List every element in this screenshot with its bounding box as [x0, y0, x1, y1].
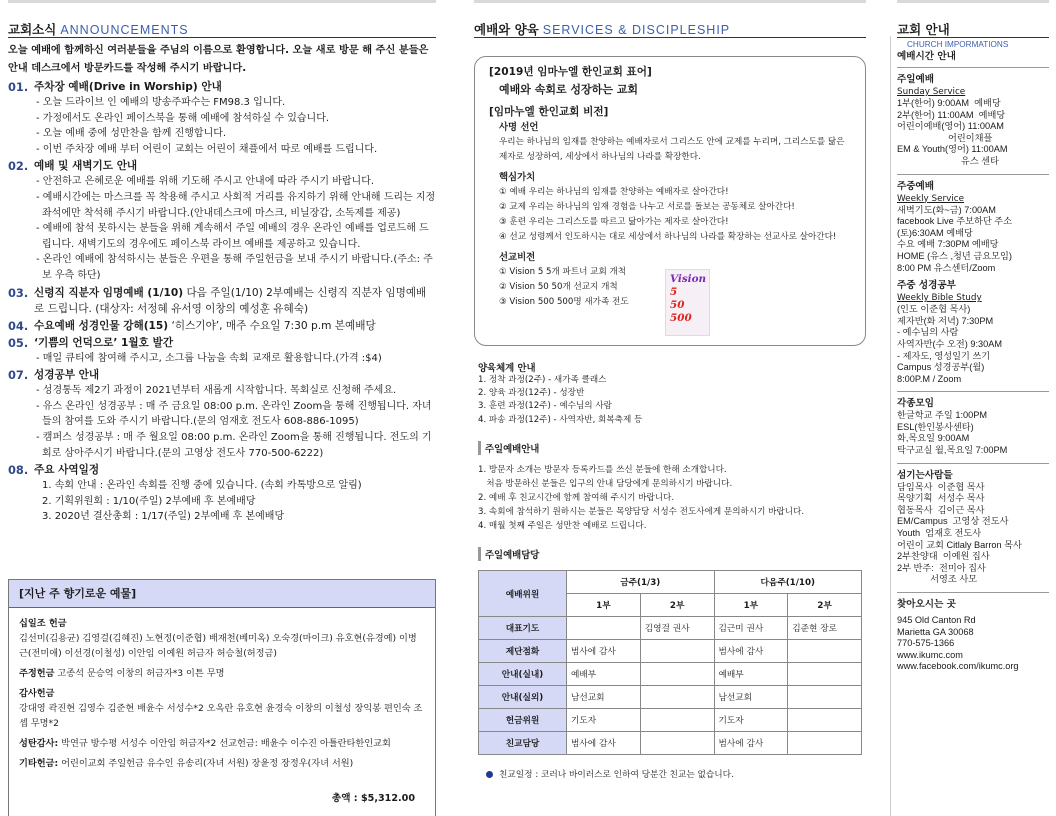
sunday-line: EM & Youth(영어) 11:00AM: [897, 144, 1008, 155]
vision-logo-word: Vision: [670, 273, 707, 285]
top-rule: [897, 0, 1049, 6]
this-week-p2: 2부: [640, 594, 714, 617]
study-line: - 예수님의 사람: [897, 327, 959, 338]
church-info-title: 교회 안내: [897, 20, 1049, 38]
item-title: 성경공부 안내: [34, 369, 100, 382]
item-text: ‘히스기야’, 매주 수요일 7:30 p.m 본예배당: [168, 319, 376, 332]
sunday-line: 어린이채플: [897, 132, 993, 143]
church-info-column: [897, 0, 1049, 816]
motto-text: 예배와 속회로 성장하는 교회: [499, 83, 638, 96]
groups-line: ESL(한인봉사센타): [897, 421, 974, 432]
address-list: [897, 615, 1049, 673]
duty-role: 대표기도: [479, 617, 567, 640]
top-rule: [8, 0, 436, 6]
staff-line: 어린이 교회 Citlaly Barron 목사: [897, 539, 1022, 550]
study-line: - 제자도, 영성일기 쓰기: [897, 350, 991, 361]
column-divider: [890, 36, 891, 816]
item-line: 3. 2020년 결산총회 : 1/17(주일) 2부예배 후 본예배당: [42, 511, 285, 523]
guide-line: 4. 매월 첫째 주일은 성만찬 예배로 드립니다.: [478, 520, 647, 531]
staff-list: [897, 482, 1049, 586]
worship-guide-title: 주일예배안내: [478, 441, 866, 455]
offering-group: [19, 756, 425, 771]
address-title: 찾아오시는 곳: [897, 599, 956, 610]
vision-logo-50: 50: [670, 299, 685, 311]
item-title: 예배 및 새벽기도 안내: [34, 160, 138, 173]
offering-names: 강대영 곽진현 김영수 김준현 배윤수 서성수*2 오옥란 유호현 윤경숙 이창의 이철성 장익봉 편인숙 조셉 무명*2: [19, 703, 423, 729]
nurture-line: 2. 양육 과정(12주) - 성장반: [478, 388, 585, 399]
duty-row: [479, 732, 862, 755]
address-line: 770-575-1366: [897, 638, 955, 649]
offering-body: [9, 608, 435, 784]
duty-role: 헌금위원: [479, 709, 567, 732]
sunday-title: 주일예배: [897, 74, 935, 85]
item-heading: [34, 335, 173, 351]
core-value-line: ② 교제 우리는 하나님의 임재 경험을 나누고 서로를 돌보는 공동체로 살아간다!: [499, 202, 795, 212]
duty-cell: [567, 617, 641, 640]
mission-text: 우리는 하나님의 임재를 찬양하는 예배자로서 그리스도 안에 교제를 누리며, 그리스도를 닮은 제자로 성장하여, 세상에서 하나님의 나라를 확장한다.: [499, 137, 845, 162]
weekly-line: (토)6:30AM 예배당: [897, 227, 973, 238]
study-line: 8:00P.M / Zoom: [897, 373, 962, 384]
nurture-line: 4. 파송 과정(12주) - 사역자반, 회복축제 등: [478, 414, 643, 425]
duty-cell: 김영걸 권사: [640, 617, 714, 640]
study-list: [897, 304, 1049, 385]
item-number: 05.: [8, 335, 29, 350]
staff-line: 협동목사 김이근 목사: [897, 504, 985, 515]
duty-cell: [788, 640, 862, 663]
address-line: www.facebook.com/ikumc.org: [897, 661, 1019, 672]
next-week-head: 다음주(1/10): [714, 571, 862, 594]
announcement-item: [8, 462, 436, 478]
worship-guide-list: [478, 463, 866, 533]
next-week-p2: 2부: [788, 594, 862, 617]
duty-cell: 예배부: [567, 663, 641, 686]
groups-line: 한글학교 주일 1:00PM: [897, 410, 988, 421]
vision-line: ③ Vision 500 500명 새가족 전도: [499, 297, 629, 307]
services-header: [474, 20, 866, 38]
vision-logo: [665, 269, 710, 336]
duty-table: [478, 570, 862, 755]
duty-role: 제단점화: [479, 640, 567, 663]
groups-list: [897, 410, 1049, 456]
duty-role: 안내(실내): [479, 663, 567, 686]
offering-group: [19, 736, 425, 751]
study-title: 주중 성경공부: [897, 280, 956, 292]
announcement-item: [8, 318, 436, 334]
item-title: ‘기쁨의 언덕으로’ 1월호 발간: [34, 336, 174, 349]
fellowship-note-text: 친교일정 : 코러나 바이러스로 인하여 당분간 친교는 없습니다.: [499, 770, 734, 780]
offering-group: [19, 686, 425, 731]
staff-line: 서영조 사모: [897, 574, 978, 585]
item-text: 다음 주일(1/10) 2부예배는 신령직 직분자 임명예배로 드립니다. (대상자: 서정혜 유서영 이창의 예성훈 유혜숙): [34, 286, 427, 315]
duty-cell: 남선교회: [567, 686, 641, 709]
divider: [897, 67, 1049, 68]
staff-line: 담임목사 이준협 목사: [897, 481, 985, 492]
item-heading: [34, 367, 99, 383]
motto-label: [2019년 임마누엘 한인교회 표어]: [489, 66, 652, 78]
study-line: 제자반(화 저녁) 7:30PM: [897, 315, 994, 326]
bullet-icon: [486, 771, 493, 778]
weekly-line: facebook Live 주보하단 주소: [897, 216, 1013, 227]
core-value-line: ① 예배 우리는 하나님의 임재를 찬양하는 예배자로 살아간다!: [499, 187, 729, 197]
sunday-line: 2부(한어) 11:00AM 예배당: [897, 109, 1006, 120]
weekly-list: [897, 205, 1049, 275]
announcements-title: 교회소식: [8, 22, 57, 37]
item-line: 1. 속회 안내 : 온라인 속회를 진행 중에 있습니다. (속회 카톡방으로 알림): [42, 480, 362, 492]
duty-cell: [788, 686, 862, 709]
item-line: - 안전하고 은혜로운 예배를 위해 기도해 주시고 안내에 따라 주시기 바랍니다.: [36, 176, 375, 188]
offering-label: 기타헌금:: [19, 758, 59, 769]
address-line: 945 Old Canton Rd: [897, 615, 976, 625]
nurture-title: 양육체계 안내: [478, 363, 536, 374]
service-times-title: 예배시간 안내: [897, 51, 956, 62]
this-week-p1: 1부: [567, 594, 641, 617]
nurture-line: 1. 정착 과정(2주) - 새가족 클래스: [478, 375, 607, 385]
announcements-title-en: ANNOUNCEMENTS: [60, 23, 189, 37]
duty-role: 친교담당: [479, 732, 567, 755]
duty-row: [479, 617, 862, 640]
vision-line: ① Vision 5 5개 파트너 교회 개척: [499, 267, 627, 277]
study-line: 사역자반(수 오전) 9:30AM: [897, 338, 1003, 349]
sunday-line: 1부(한어) 9:00AM 예배당: [897, 98, 1001, 108]
duty-role: 안내(실외): [479, 686, 567, 709]
core-value-line: ④ 선교 성령께서 인도하시는 대로 세상에서 하나님의 나라를 확장하는 선교사로 살아간다!: [499, 232, 837, 242]
offering-names: 김선미(김용균) 김영걸(김혜진) 노현정(이준협) 배재천(베미옥) 오숙경(마이크) 유호현(유경예) 이병근(전미애) 이선경(이철성) 이안임 이예원 허금자 허승철(허정금): [19, 633, 417, 659]
groups-title: 각종모임: [897, 398, 935, 410]
duty-cell: [640, 686, 714, 709]
guide-line: 2. 예배 후 친교시간에 함께 참여해 주시기 바랍니다.: [478, 492, 675, 503]
staff-title: 섬기는사람들: [897, 469, 953, 481]
vision-logo-500: 500: [670, 312, 692, 324]
item-title: 주요 사역일정: [34, 464, 100, 477]
announcements-column: [8, 0, 436, 816]
announcements-header: [8, 20, 436, 38]
duty-cell: [640, 663, 714, 686]
duty-cell: [640, 640, 714, 663]
weekly-line: HOME (유스 ,청년 금요모임): [897, 250, 1012, 261]
weekly-line: 새벽기도(화~금) 7:00AM: [897, 204, 996, 215]
item-line: 2. 기획위원회 : 1/10(주일) 2부예배 후 본예배당: [42, 495, 256, 507]
divider: [897, 592, 1049, 593]
groups-line: 탁구교실 월,목요일 7:00PM: [897, 445, 1008, 456]
offering-title: [지난 주 향기로운 예물]: [9, 580, 435, 608]
offering-total: 총액 : $5,312.00: [331, 793, 415, 804]
info-blocks: [478, 350, 866, 561]
welcome-text: 오늘 예배에 함께하신 여러분들을 주님의 이름으로 환영합니다. 오늘 새로 방문 해 주신 분들은 안내 데스크에서 방문카드를 작성해 주시기 바랍니다.: [8, 45, 429, 74]
item-heading: [34, 79, 222, 95]
duty-cell: 김준현 장로: [788, 617, 862, 640]
divider: [897, 174, 1049, 175]
duty-cell: 범사에 감사: [714, 732, 788, 755]
item-heading: [34, 462, 99, 478]
nurture-line: 3. 훈련 과정(12주) - 예수님의 사람: [478, 401, 612, 412]
divider: [897, 463, 1049, 464]
offering-group: [19, 616, 425, 661]
address-line: Marietta GA 30068: [897, 626, 974, 637]
item-line: - 이번 주차장 예배 부터 어린이 교회는 어린이 채플에서 따로 예배를 드립니다.: [36, 143, 378, 155]
offering-label: 십일조 헌금: [19, 618, 67, 629]
weekly-subtitle: Weekly Service: [897, 193, 965, 204]
item-number: 07.: [8, 368, 29, 383]
item-heading: [34, 318, 376, 334]
duty-cell: [640, 732, 714, 755]
item-line: - 온라인 예배에 참석하시는 분들은 우편을 통해 주일헌금을 보내 주시기 바랍니다.(주소: 주보 우측 하단): [36, 254, 433, 281]
item-title: 신령직 직분자 임명예배 (1/10): [34, 286, 184, 299]
announcement-item: [8, 158, 436, 174]
sunday-subtitle: Sunday Service: [897, 87, 966, 97]
guide-line: 1. 방문자 소개는 방문자 등록카드를 쓰신 분들에 한해 소개합니다.: [478, 464, 727, 475]
offering-group: [19, 666, 425, 681]
groups-line: 화,목요일 9:00AM: [897, 433, 970, 444]
duty-cell: [640, 709, 714, 732]
item-number: 04.: [8, 318, 29, 333]
item-number: 02.: [8, 159, 29, 174]
duty-row: [479, 663, 862, 686]
sunday-line: 어린이예배(영어) 11:00AM: [897, 121, 1004, 132]
core-values-list: [489, 185, 851, 245]
duty-row: [479, 640, 862, 663]
fellowship-note: [486, 768, 734, 780]
item-number: 03.: [8, 285, 29, 300]
duty-cell: 예배부: [714, 663, 788, 686]
duty-cell: 범사에 감사: [567, 640, 641, 663]
vision-line: ② Vision 50 50개 선교지 개척: [499, 282, 618, 292]
guide-line: 처음 방문하신 분들은 입구의 안내 담당에게 문의하시기 바랍니다.: [478, 478, 733, 489]
top-rule: [474, 0, 866, 6]
staff-line: 2부 반주: 전미아 집사: [897, 562, 986, 573]
duty-row: [479, 709, 862, 732]
item-line: - 오늘 드라이브 인 예배의 방송주파수는 FM98.3 입니다.: [36, 97, 286, 108]
staff-line: EM/Campus 고영상 전도사: [897, 516, 1009, 527]
item-line: - 예배에 참석 못하시는 분들을 위해 계속해서 주일 예배의 경우 온라인 예배를 업로드해 드립니다. 새벽기도의 경우에도 페이스북 라이브 예배를 제공하고 있습니다.: [36, 223, 429, 250]
study-subtitle: Weekly Bible Study: [897, 293, 982, 304]
announcement-item: [8, 335, 436, 351]
staff-line: Youth 엄재호 전도사: [897, 528, 982, 539]
address-line: www.ikumc.com: [897, 649, 963, 660]
services-column: [474, 0, 866, 816]
item-title: 수요예배 성경인물 강해(15): [34, 319, 169, 332]
duty-cell: 범사에 감사: [567, 732, 641, 755]
duty-cell: [788, 709, 862, 732]
this-week-head: 금주(1/3): [567, 571, 715, 594]
offering-names: 박연규 방수평 서성수 이안임 허금자*2 선교헌금: 배윤수 이수진 아틀란타한인교회: [58, 738, 391, 749]
item-heading: [34, 158, 137, 174]
announcement-item: [8, 79, 436, 95]
divider: [897, 391, 1049, 392]
item-line: - 성경통독 제2기 과정이 2021년부터 새롭게 시작합니다. 목회실로 신청해 주세요.: [36, 385, 397, 397]
announcement-item: [8, 367, 436, 383]
duty-cell: 기도자: [567, 709, 641, 732]
weekly-title: 주중예배: [897, 180, 935, 192]
duty-cell: 기도자: [714, 709, 788, 732]
services-title: 예배와 양육: [474, 22, 539, 37]
vision-label: [임마누엘 한인교회 비전]: [489, 106, 609, 118]
weekly-line: 수요 예배 7:30PM 예배당: [897, 239, 999, 250]
item-line: - 매일 큐티에 참여해 주시고, 소그룹 나눔을 속회 교재로 활용합니다.(가격 :$4): [36, 352, 382, 364]
nurture-list: [478, 374, 866, 427]
core-value-line: ③ 훈련 우리는 그리스도를 따르고 닮아가는 제자로 살아간다!: [499, 217, 729, 227]
item-heading: [34, 285, 436, 317]
offering-label: 주정헌금: [19, 668, 55, 679]
study-line: Campus 성경공부(월): [897, 362, 985, 373]
mission-title: 사명 선언: [499, 122, 539, 133]
staff-line: 목양기획 서성수 목사: [897, 493, 985, 504]
item-line: - 오늘 예배 중에 성만찬을 함께 진행합니다.: [36, 128, 227, 140]
item-line: - 캠퍼스 성경공부 : 매 주 월요일 08:00 p.m. 온라인 Zoom을 통해 진행됩니다. 전도의 기회로 삼아주시기 바랍니다.(문의 고영상 전도사 770-500-6222): [36, 431, 432, 459]
item-title: 주차장 예배(Drive in Worship) 안내: [34, 81, 222, 93]
offering-names: 고종석 문승억 이창의 허금자*3 이튼 무명: [54, 668, 225, 679]
church-info-subtitle: CHURCH IMPORMATIONS: [907, 40, 1009, 49]
offering-label: 감사헌금: [19, 688, 55, 699]
sunday-list: [897, 98, 1049, 168]
duty-cell: [788, 663, 862, 686]
staff-line: 2부찬양대 이예원 집사: [897, 551, 990, 562]
announcement-item: [8, 285, 436, 317]
duty-cell: [788, 732, 862, 755]
duty-col-head: 예배위원: [479, 571, 567, 617]
next-week-p1: 1부: [714, 594, 788, 617]
vision-logo-5: 5: [670, 286, 678, 298]
guide-line: 3. 속회에 참석하기 원하시는 분들은 목양담당 서성수 전도사에게 문의하시기 바랍니다.: [478, 506, 805, 517]
study-line: (인도 이준협 목사): [897, 304, 971, 315]
duty-title: 주일예배담당: [478, 547, 866, 561]
item-line: - 예배시간에는 마스크를 꼭 착용해 주시고 사회적 거리를 유지하기 위해 안내해 드리는 지정 좌석에만 착석해 주시기 바랍니다.(안내데스크에 마스크, 비닐장갑, 소독제를 제공): [36, 191, 436, 219]
mission-vision-title: 선교비전: [499, 252, 536, 263]
sunday-line: 유스 센타: [897, 155, 999, 166]
duty-cell: 남선교회: [714, 686, 788, 709]
vision-box: [474, 56, 866, 346]
offering-box: [8, 579, 436, 816]
offering-names: 어린이교회 주일헌금 유수인 유송리(자녀 서원) 장윤정 장정우(자녀 서원): [58, 758, 354, 769]
weekly-line: 8:00 PM 유스센터/Zoom: [897, 262, 996, 273]
item-line: - 유스 온라인 성경공부 : 매 주 금요일 08:00 p.m. 온라인 Zoom을 통해 진행됩니다. 자녀들의 참여를 도와 주시기 바랍니다.(문의 엄재호 전도사 608-886-1095): [36, 400, 432, 428]
announcement-list: [8, 79, 436, 525]
item-line: - 가정에서도 온라인 페이스북을 통해 예배에 참석하실 수 있습니다.: [36, 112, 330, 124]
item-number: 01.: [8, 80, 29, 94]
core-values-title: 핵심가치: [499, 172, 536, 183]
duty-cell: 김근미 권사: [714, 617, 788, 640]
duty-row: [479, 686, 862, 709]
duty-cell: 범사에 감사: [714, 640, 788, 663]
item-number: 08.: [8, 463, 29, 478]
services-title-en: SERVICES & DISCIPLESHIP: [542, 23, 731, 37]
offering-label: 성탄감사:: [19, 738, 59, 749]
